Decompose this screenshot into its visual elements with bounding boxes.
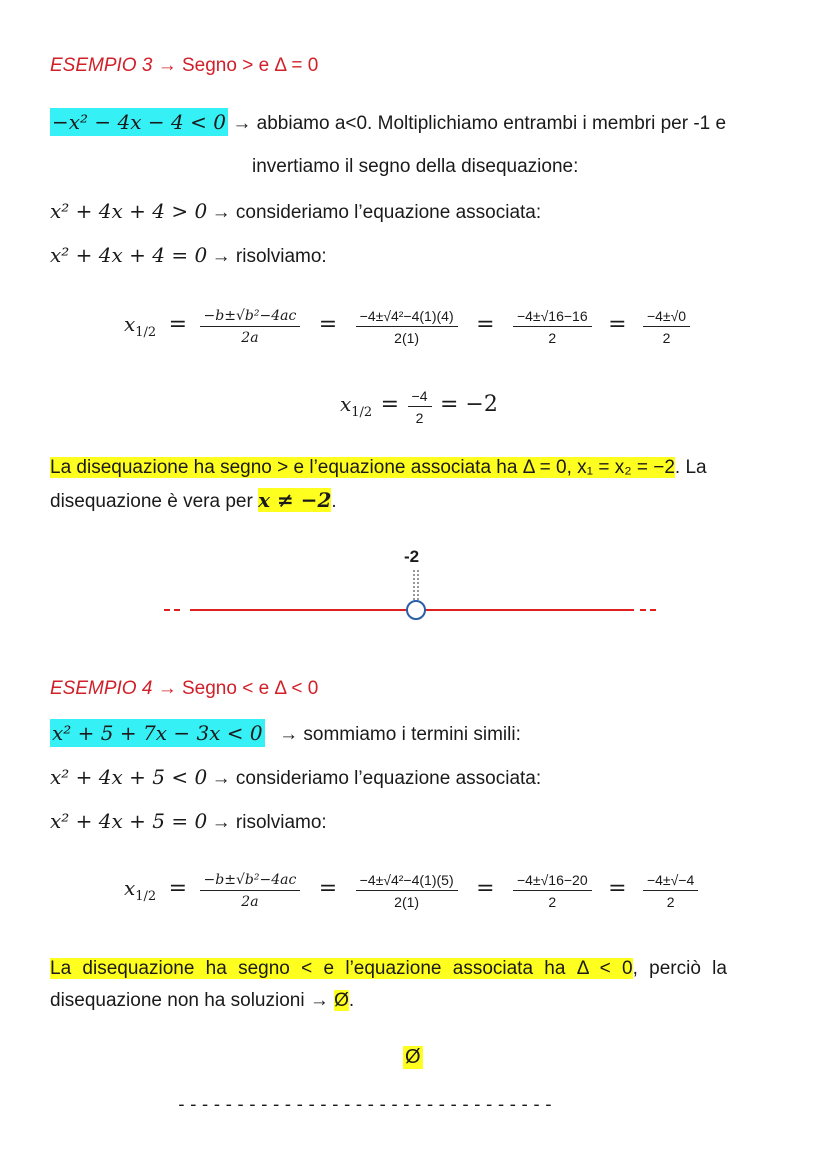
example4-line3-text: → risolviamo:	[211, 812, 327, 833]
example3-title	[50, 55, 318, 77]
example3-line3	[50, 243, 327, 268]
example3-inequality-comment-2: invertiamo il segno della disequazione:	[252, 156, 579, 177]
example3-inequality-line	[50, 110, 726, 135]
arrow-icon: →	[157, 678, 177, 699]
arrow-icon: →	[157, 55, 177, 76]
fraction-simplified: $\frac{-4\pm√16-16}{2}$	[513, 308, 592, 346]
example3-conclusion-pre: disequazione è vera per	[50, 491, 259, 512]
equals-sign: =	[608, 312, 627, 338]
equals-sign: =	[476, 876, 495, 902]
example3-line2	[50, 199, 541, 224]
fraction-root: $\frac{-4\pm√0}{2}$	[643, 308, 690, 346]
equals-sign: =	[476, 312, 495, 338]
example4-inequality: x² + 5 + 7x − 3x < 0	[52, 721, 263, 745]
example4-empty-set-inline: Ø	[334, 990, 349, 1011]
example4-inequality-comment: → sommiamo i termini simili:	[279, 724, 521, 745]
equals-sign: =	[168, 312, 188, 338]
example4-conclusion-highlight: La disequazione ha segno < e l’equazione associata ha Δ < 0	[50, 958, 633, 979]
equals-sign: =	[318, 312, 338, 338]
example3-title-rest: Segno > e Δ = 0	[176, 55, 319, 76]
example4-line2-math: x² + 4x + 5 < 0	[50, 765, 208, 789]
example4-line2	[50, 765, 541, 790]
example3-title-prefix: ESEMPIO 3	[50, 55, 153, 76]
example4-conclusion-end: , perciò la	[632, 958, 727, 979]
example3-conclusion-line2: disequazione è vera per x ≠ −2.	[50, 488, 337, 512]
formula-lhs: $x_{1/2}$	[124, 876, 157, 905]
example3-inequality-comment: → abbiamo a<0. Moltiplichiamo entrambi i membri per -1 e	[232, 113, 727, 134]
fraction-substituted: $\frac{\text{−4±√4²−4(1)(5)}}{2(1)}$	[356, 872, 458, 910]
equals-sign: =	[168, 876, 188, 902]
example4-line3	[50, 809, 327, 834]
example3-quadratic-formula	[124, 308, 690, 346]
example3-line3-math: x² + 4x + 4 = 0	[50, 243, 208, 267]
result-fraction: $\frac{-4}{2}$	[408, 388, 432, 426]
formula-lhs: $x_{1/2}$	[124, 312, 157, 341]
example3-solution: x ≠ −2	[258, 488, 332, 512]
number-line	[160, 566, 670, 622]
example4-conclusion-line1	[50, 953, 778, 985]
fraction-general: $\frac{\text{−b±√b²−4ac}}{2a}$	[200, 308, 301, 346]
example4-line3-math: x² + 4x + 5 = 0	[50, 809, 208, 833]
example4-line2-text: → consideriamo l’equazione associata:	[211, 768, 542, 789]
fraction-simplified: $\frac{-4\pm√16-20}{2}$	[513, 872, 592, 910]
example4-title	[50, 678, 318, 700]
example3-line2-math: x² + 4x + 4 > 0	[50, 199, 208, 223]
example3-line3-text: → risolviamo:	[211, 246, 327, 267]
fraction-general: $\frac{\text{−b±√b²−4ac}}{2a}$	[200, 872, 301, 910]
example3-inequality: −x² − 4x − 4 < 0	[52, 110, 226, 134]
result-value: = −2	[439, 392, 498, 418]
fraction-root: $\frac{-4\pm√-4}{2}$	[643, 872, 698, 910]
example4-conclusion-line2: disequazione non ha soluzioni → Ø.	[50, 990, 355, 1011]
fraction-substituted: $\frac{\text{−4±√4²−4(1)(4)}}{2(1)}$	[356, 308, 458, 346]
example4-title-prefix: ESEMPIO 4	[50, 678, 153, 699]
equals-sign: =	[318, 876, 338, 902]
empty-set-symbol: Ø	[405, 1046, 421, 1068]
example3-result: $x_{1/2}$ = $\frac{-4}{2}$ = −2	[340, 388, 498, 426]
example3-conclusion-line1	[50, 452, 707, 484]
number-line-label: -2	[404, 547, 420, 566]
example3-conclusion-highlight: La disequazione ha segno > e l’equazione associata ha Δ = 0, x₁ = x₂ = −2	[50, 457, 675, 478]
example4-conclusion-pre: disequazione non ha soluzioni →	[50, 990, 335, 1011]
example4-title-rest: Segno < e Δ < 0	[176, 678, 319, 699]
excluded-point-circle	[407, 601, 425, 619]
example3-conclusion-end: . La	[674, 457, 707, 478]
example4-quadratic-formula	[124, 872, 698, 910]
equals-sign: =	[608, 876, 627, 902]
bottom-dashed-line: --------------------------------	[176, 1094, 555, 1115]
example4-inequality-line	[50, 721, 521, 746]
example3-line2-text: → consideriamo l’equazione associata:	[211, 202, 542, 223]
result-lhs: $x_{1/2}$	[340, 392, 373, 421]
number-line-tick	[414, 570, 418, 600]
